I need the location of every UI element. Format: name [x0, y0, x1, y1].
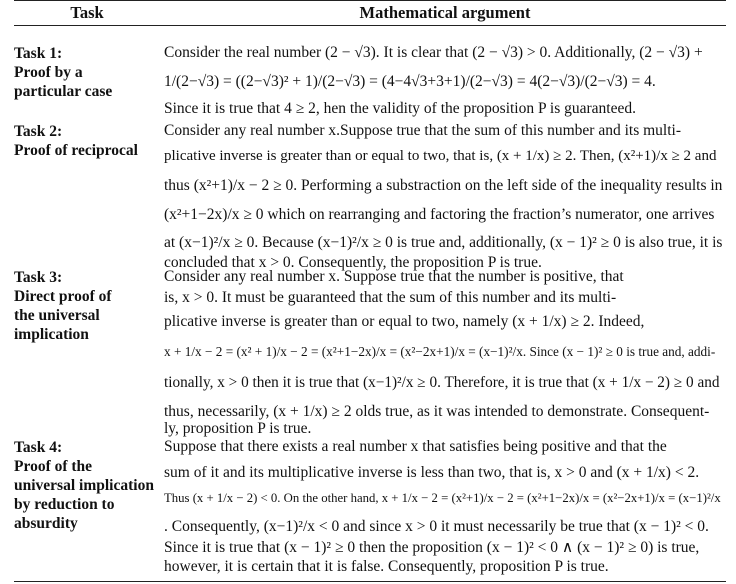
argument-line: thus (x²+1)/x − 2 ≥ 0. Performing a substraction on the left side of the inequality results in [164, 177, 723, 194]
task-label-line: implication [14, 326, 89, 343]
argument-line: Suppose that there exists a real number x that satisfies being positive and that the [164, 438, 667, 455]
task-label [14, 122, 160, 160]
argument-line: concluded that x > 0. Consequently, the proposition P is true. [164, 254, 542, 271]
task-label-line: the universal [14, 307, 100, 324]
task-label-line: Task 2: [14, 123, 63, 140]
task-label-line: Task 1: [14, 45, 63, 62]
task-label-line: absurdity [14, 515, 78, 532]
argument-line: Thus (x + 1/x − 2) < 0. On the other hand, x + 1/x − 2 = (x²+1)/x − 2 = (x²+1−2x)/x = (x²−2x+1)/x = (x−1)²/x [164, 491, 721, 505]
task-label-line: Task 4: [14, 439, 63, 456]
table-header [14, 0, 726, 26]
argument-line: sum of it and its multiplicative inverse is less than two, that is, x > 0 and (x + 1/x) < 2. [164, 464, 700, 481]
argument-line: Consider any real number x.Suppose true that the sum of this number and its multi- [164, 122, 682, 139]
argument-line: ly, proposition P is true. [164, 420, 312, 437]
argument-line: (x²+1−2x)/x ≥ 0 which on rearranging and factoring the fraction’s numerator, one arrives [164, 206, 715, 223]
table-bottom-rule [14, 581, 726, 582]
task-label-line: Proof of reciprocal [14, 142, 138, 159]
task-label-line: by reduction to [14, 496, 115, 513]
argument-line: Consider any real number x. Suppose true that the number is positive, that [164, 268, 624, 285]
argument-line: is, x > 0. It must be guaranteed that the sum of this number and its multi- [164, 289, 617, 306]
argument-line: Consider the real number (2 − √3). It is clear that (2 − √3) > 0. Additionally, (2 − √3) + [164, 44, 703, 61]
header-argument: Mathematical argument [359, 3, 531, 22]
argument-line: at (x−1)²/x ≥ 0. Because (x−1)²/x ≥ 0 is true and, additionally, (x − 1)² ≥ 0 is also true, it is [164, 234, 723, 251]
header-task: Task [70, 3, 104, 22]
task-label [14, 438, 160, 533]
argument-line: Since it is true that 4 ≥ 2, hen the validity of the proposition P is guaranteed. [164, 100, 636, 117]
table-header-rule [14, 25, 726, 26]
task-label-line: Proof by a [14, 64, 83, 81]
argument-line: Since it is true that (x − 1)² ≥ 0 then the proposition (x − 1)² < 0 ∧ (x − 1)² ≥ 0) is true, [164, 539, 700, 556]
task-label-line: Proof of the [14, 458, 93, 475]
task-label-line: Task 3: [14, 269, 63, 286]
task-label [14, 268, 160, 344]
task-label-line: particular case [14, 83, 113, 100]
task-label [14, 44, 160, 101]
argument-line: thus, necessarily, (x + 1/x) ≥ 2 olds true, as it was intended to demonstrate. Consequent- [164, 403, 710, 420]
task-label-line: Direct proof of [14, 288, 112, 305]
argument-line: tionally, x > 0 then it is true that (x−1)²/x ≥ 0. Therefore, it is true that (x + 1/x − 2) ≥ 0 and [164, 374, 720, 391]
argument-line: plicative inverse is greater than or equal to two, that is, (x + 1/x) ≥ 2. Then, (x²+1)/x ≥ 2 and [164, 148, 717, 164]
task-label-line: universal implication [14, 477, 154, 494]
argument-line: plicative inverse is greater than or equal to two, namely (x + 1/x) ≥ 2. Indeed, [164, 313, 645, 330]
argument-line: however, it is certain that it is false. Consequently, proposition P is true. [164, 558, 609, 575]
argument-line: . Consequently, (x−1)²/x < 0 and since x > 0 it must necessarily be true that (x − 1)² < 0. [164, 518, 709, 535]
argument-line: 1/(2−√3) = ((2−√3)² + 1)/(2−√3) = (4−4√3+3+1)/(2−√3) = 4(2−√3)/(2−√3) = 4. [164, 73, 656, 90]
argument-line: x + 1/x − 2 = (x² + 1)/x − 2 = (x²+1−2x)/x = (x²−2x+1)/x = (x−1)²/x. Since (x − 1)² ≥ 0 is true and, addi- [164, 344, 716, 359]
